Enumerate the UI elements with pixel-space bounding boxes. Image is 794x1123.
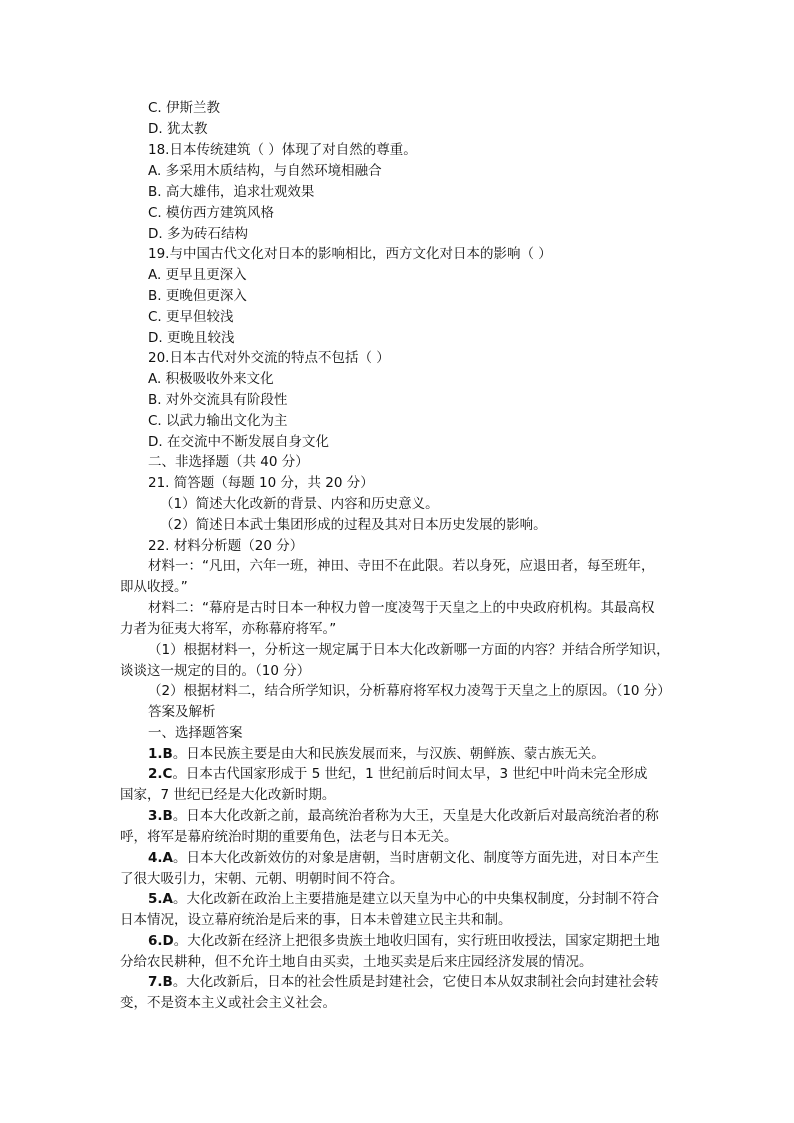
option-d-20: D. 在交流中不断发展自身文化 (148, 434, 329, 450)
question-22-part-1-line-2: 谈谈这一规定的目的。（10 分） (120, 662, 311, 679)
answer-3 (120, 806, 686, 848)
material-2-line-2: 力者为征夷大将军，亦称幕府将军。” (120, 620, 337, 637)
material-1-line-1: 材料一：“凡田，六年一班，神田、寺田不在此限。若以身死，应退田者，每至班年， (148, 558, 655, 574)
option-c-17: C. 伊斯兰教 (148, 100, 221, 116)
answer-6-line-1: 。大化改新在经济上把很多贵族土地收归国有，实行班田收授法，国家定期把土地 (173, 933, 660, 949)
question-22-heading: 22. 材料分析题（20 分） (148, 538, 304, 554)
answer-6-key: 6.D (148, 933, 174, 949)
question-20: 20.日本古代对外交流的特点不包括（ ） (148, 350, 390, 366)
answers-section-1-heading: 一、选择题答案 (148, 725, 243, 741)
option-d-17: D. 犹太教 (148, 121, 208, 137)
option-c-20: C. 以武力输出文化为主 (148, 413, 288, 429)
option-b-20: B. 对外交流具有阶段性 (148, 392, 288, 408)
material-1 (120, 556, 686, 598)
answer-7-line-2: 变，不是资本主义或社会主义社会。 (120, 994, 336, 1011)
answer-4 (120, 848, 686, 890)
answer-2-line-2: 国家，7 世纪已经是大化改新时期。 (120, 786, 336, 803)
question-18: 18.日本传统建筑（ ）体现了对自然的尊重。 (148, 142, 417, 158)
section-heading-nonchoice: 二、非选择题（共 40 分） (148, 454, 309, 470)
material-2 (120, 598, 686, 640)
answer-7 (120, 972, 686, 1014)
option-d-19: D. 更晚且较浅 (148, 330, 235, 346)
answer-1-text: 。日本民族主要是由大和民族发展而来，与汉族、朝鲜族、蒙古族无关。 (172, 746, 605, 762)
option-d-18: D. 多为砖石结构 (148, 226, 248, 242)
answer-2-key: 2.C (148, 766, 173, 782)
option-b-18: B. 高大雄伟，追求壮观效果 (148, 184, 315, 200)
answer-4-line-2: 了很大吸引力，宋朝、元朝、明朝时间不符合。 (120, 870, 404, 887)
question-21-part-2: （2）简述日本武士集团形成的过程及其对日本历史发展的影响。 (160, 517, 547, 533)
question-21-heading: 21. 简答题（每题 10 分，共 20 分） (148, 475, 374, 491)
answer-3-line-1: 。日本大化改新之前，最高统治者称为大王，天皇是大化改新后对最高统治者的称 (172, 808, 659, 824)
answer-4-line-1: 。日本大化改新效仿的对象是唐朝，当时唐朝文化、制度等方面先进，对日本产生 (172, 850, 659, 866)
answer-3-key: 3.B (148, 808, 173, 824)
answers-heading: 答案及解析 (148, 704, 216, 720)
answer-5-line-2: 日本情况，设立幕府统治是后来的事，日本未曾建立民主共和制。 (120, 911, 512, 928)
answer-5 (120, 889, 686, 931)
question-22-part-2: （2）根据材料二，结合所学知识，分析幕府将军权力凌驾于天皇之上的原因。（10 分） (148, 683, 671, 699)
option-c-19: C. 更早但较浅 (148, 309, 234, 325)
option-a-18: A. 多采用木质结构，与自然环境相融合 (148, 163, 382, 179)
answer-1 (148, 744, 605, 765)
answer-5-line-1: 。大化改新在政治上主要措施是建立以天皇为中心的中央集权制度，分封制不符合 (172, 891, 659, 907)
option-a-20: A. 积极吸收外来文化 (148, 371, 274, 387)
option-a-19: A. 更早且更深入 (148, 267, 247, 283)
material-1-line-2: 即从收授。” (120, 578, 188, 595)
question-21-part-1: （1）简述大化改新的背景、内容和历史意义。 (160, 496, 439, 512)
option-b-19: B. 更晚但更深入 (148, 288, 247, 304)
answer-2 (120, 764, 686, 806)
answer-6-line-2: 分给农民耕种，但不允许土地自由买卖，土地买卖是后来庄园经济发展的情况。 (120, 953, 593, 970)
material-2-line-1: 材料二：“幕府是古时日本一种权力曾一度凌驾于天皇之上的中央政府机构。其最高权 (148, 600, 655, 616)
question-22-part-1-line-1: （1）根据材料一，分析这一规定属于日本大化改新哪一方面的内容？并结合所学知识， (148, 642, 670, 658)
answer-2-line-1: 。日本古代国家形成于 5 世纪，1 世纪前后时间太早，3 世纪中叶尚未完全形成 (172, 766, 648, 782)
answer-7-line-1: 。大化改新后，日本的社会性质是封建社会，它使日本从奴隶制社会向封建社会转 (172, 974, 659, 990)
question-19: 19.与中国古代文化对日本的影响相比，西方文化对日本的影响（ ） (148, 246, 552, 262)
answer-6 (120, 931, 686, 973)
answer-7-key: 7.B (148, 974, 173, 990)
answer-5-key: 5.A (148, 891, 173, 907)
option-c-18: C. 模仿西方建筑风格 (148, 205, 275, 221)
answer-3-line-2: 呼，将军是幕府统治时期的重要角色，法老与日本无关。 (120, 828, 458, 845)
answer-1-key: 1.B (148, 746, 173, 762)
question-22-part-1 (120, 640, 686, 682)
answer-4-key: 4.A (148, 850, 173, 866)
